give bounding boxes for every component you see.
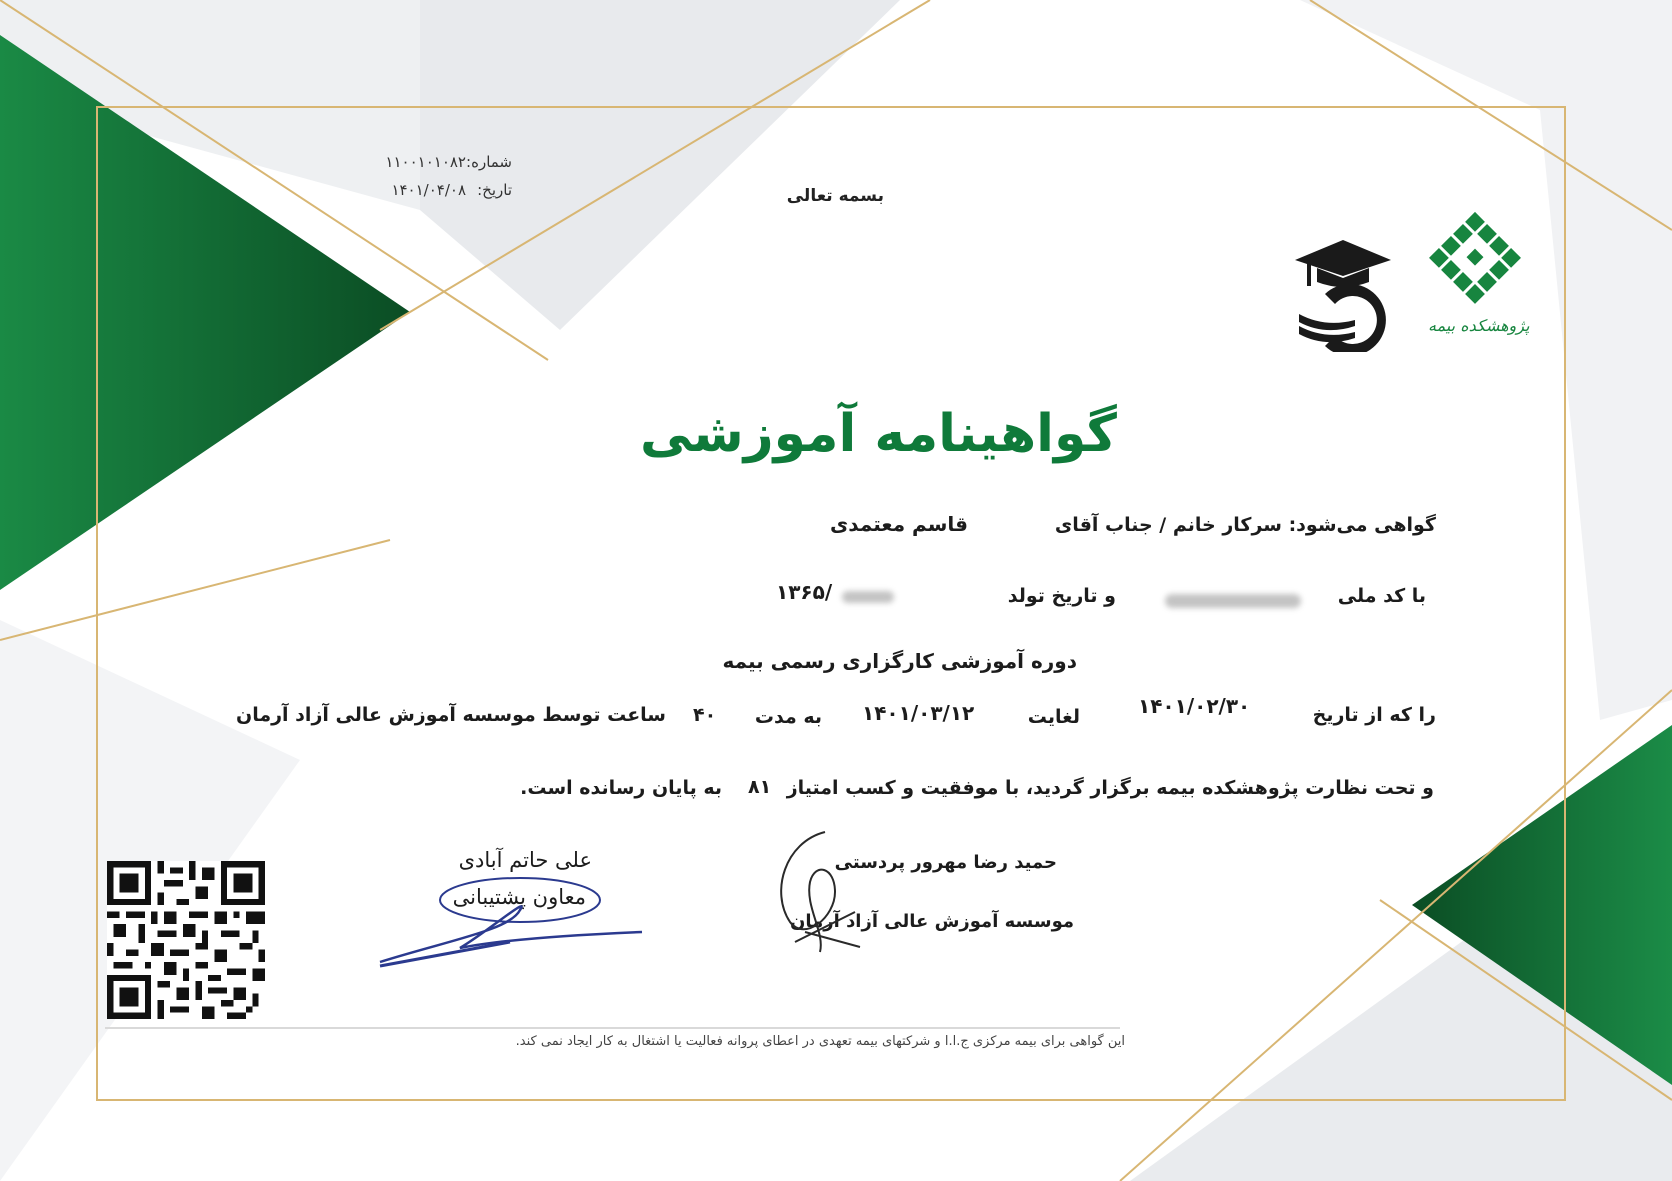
to-date: ۱۴۰۱/۰۳/۱۲	[862, 701, 975, 725]
logo-caption: پژوهشکده بیمه	[1428, 316, 1530, 335]
birth-date-label: و تاریخ تولد	[1007, 585, 1116, 607]
duration-label: به مدت	[754, 706, 822, 728]
signatory-right-org: موسسه آموزش عالی آزاد آرمان	[790, 911, 1074, 932]
invocation: بسمه تعالی	[786, 186, 884, 206]
diamond-grid-logo-icon	[1425, 210, 1525, 315]
course-name: دوره آموزشی کارگزاری رسمی بیمه	[722, 649, 1077, 673]
signatory-left-title: معاون پشتیبانی	[452, 885, 586, 909]
number-value: ۱۱۰۰۱۰۱۰۸۲	[385, 153, 466, 171]
national-id-label: با کد ملی	[1337, 585, 1426, 607]
recipient-name: قاسم معتمدی	[829, 512, 968, 536]
qr-code-icon[interactable]	[106, 861, 266, 1019]
graduation-cap-logo-icon	[1295, 232, 1395, 352]
date-label: تاریخ:	[477, 181, 512, 199]
to-label: لغایت	[1027, 706, 1080, 728]
from-date-label: را که از تاریخ	[1312, 704, 1436, 726]
number-label: شماره:	[466, 153, 512, 171]
certificate-title: گواهینامه آموزشی	[640, 404, 1117, 464]
footer-divider	[105, 1027, 1120, 1029]
recipient-prefix: گواهی می‌شود: سرکار خانم / جناب آقای	[1054, 514, 1436, 536]
birth-year: ۱۳۶۵/	[776, 580, 833, 604]
footer-disclaimer: این گواهی برای بیمه مرکزی ج.ا.ا و شرکتهای بیمه تعهدی در اعطای پروانه فعالیت یا اشتغال به کار ایجاد نمی کند.	[515, 1034, 1125, 1049]
signature-right-scribble	[765, 822, 875, 957]
from-date: ۱۴۰۱/۰۲/۳۰	[1138, 694, 1251, 718]
hours-value: ۴۰	[693, 704, 717, 726]
date-value: ۱۴۰۱/۰۴/۰۸	[391, 181, 466, 199]
gold-line-3	[0, 540, 390, 640]
signatory-right-name: حمید رضا مهرور پردستی	[834, 852, 1057, 873]
birth-date-redacted	[842, 591, 894, 603]
completion-text: به پایان رسانده است.	[520, 777, 722, 799]
score-value: ۸۱	[748, 776, 772, 798]
national-id-redacted	[1165, 594, 1301, 608]
signatory-left-name: علی حاتم آبادی	[458, 848, 592, 872]
supervision-text: و تحت نظارت پژوهشکده بیمه برگزار گردید، با موفقیت و کسب امتیاز	[786, 777, 1434, 799]
signature-left-scribble	[370, 870, 650, 970]
institute-text: ساعت توسط موسسه آموزش عالی آزاد آرمان	[236, 704, 666, 726]
